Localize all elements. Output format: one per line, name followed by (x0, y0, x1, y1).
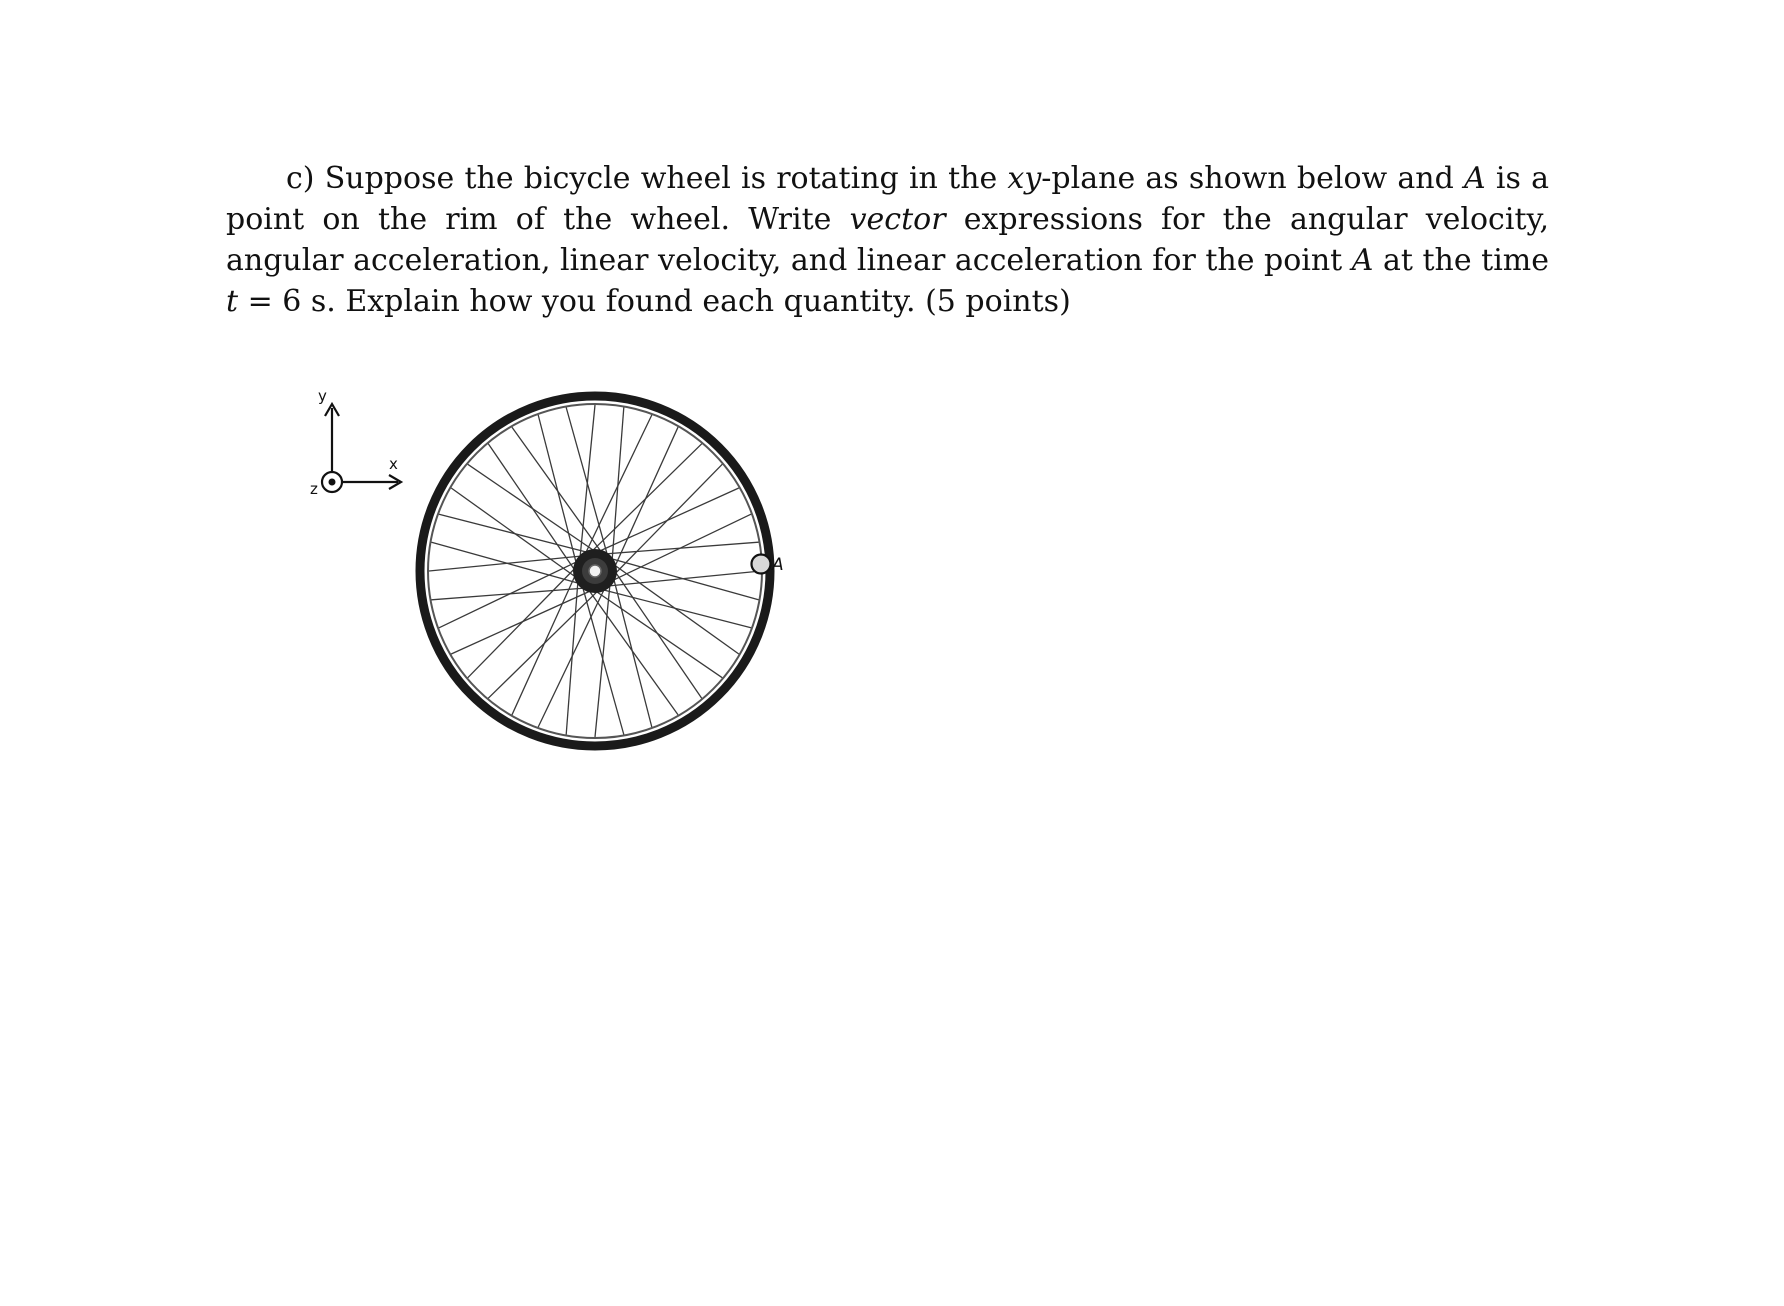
wheel-spoke (589, 590, 678, 715)
wheel-spoke (512, 427, 601, 552)
wheel-spoke (451, 488, 576, 577)
plane-variable: xy (1007, 161, 1042, 196)
wheel-spoke (538, 589, 604, 728)
wheel-spoke (595, 584, 610, 737)
problem-statement (226, 158, 1549, 322)
y-axis-label: y (318, 387, 327, 405)
wheel-spoke (612, 408, 624, 561)
point-a-circle (752, 555, 771, 574)
wheel-spoke (451, 591, 591, 654)
x-axis-label: x (389, 455, 398, 473)
wheel-spoke (432, 542, 580, 583)
text-seg-4: expressions for the angular velocity, angular acceleration, linear velocity, and linear acceleration for the point (226, 202, 1549, 278)
wheel-spoke (566, 581, 578, 734)
time-variable: t (226, 284, 239, 319)
part-label: c) (286, 161, 315, 196)
axle-icon (589, 565, 601, 577)
wheel-spoke (585, 415, 651, 554)
figure-canvas (290, 378, 810, 768)
wheel-spoke (439, 561, 578, 627)
wheel-spoke (613, 514, 752, 580)
wheel-spoke (592, 444, 702, 551)
text-seg-3: is a point on the rim of the wheel. Write (226, 161, 1550, 237)
z-axis-dot (329, 479, 336, 486)
wheel-spoke (580, 405, 595, 558)
wheel-spoke (599, 488, 739, 551)
point-variable-1: A (1464, 161, 1486, 196)
z-axis-label: z (310, 480, 318, 498)
coordinate-axes (310, 387, 401, 498)
wheel-spoke (605, 542, 758, 554)
emphasized-word: vector (849, 202, 946, 237)
text-seg-6: = 6 s. Explain how you found each quantity. (5 points) (238, 284, 1071, 319)
wheel-spoke (611, 559, 759, 600)
text-seg-1: Suppose the bicycle wheel is rotating in the (324, 161, 1008, 196)
text-seg-2: -plane as shown below and (1041, 161, 1465, 196)
point-variable-2: A (1351, 243, 1374, 278)
point-a-label: A (772, 555, 784, 575)
wheel-spoke (432, 588, 585, 600)
point-a-marker (752, 555, 784, 576)
wheel-figure (290, 378, 810, 768)
text-seg-5: at the time (1373, 243, 1549, 278)
wheel-spoke (488, 591, 598, 698)
wheel-spoke (614, 565, 739, 654)
bicycle-wheel (420, 396, 770, 746)
